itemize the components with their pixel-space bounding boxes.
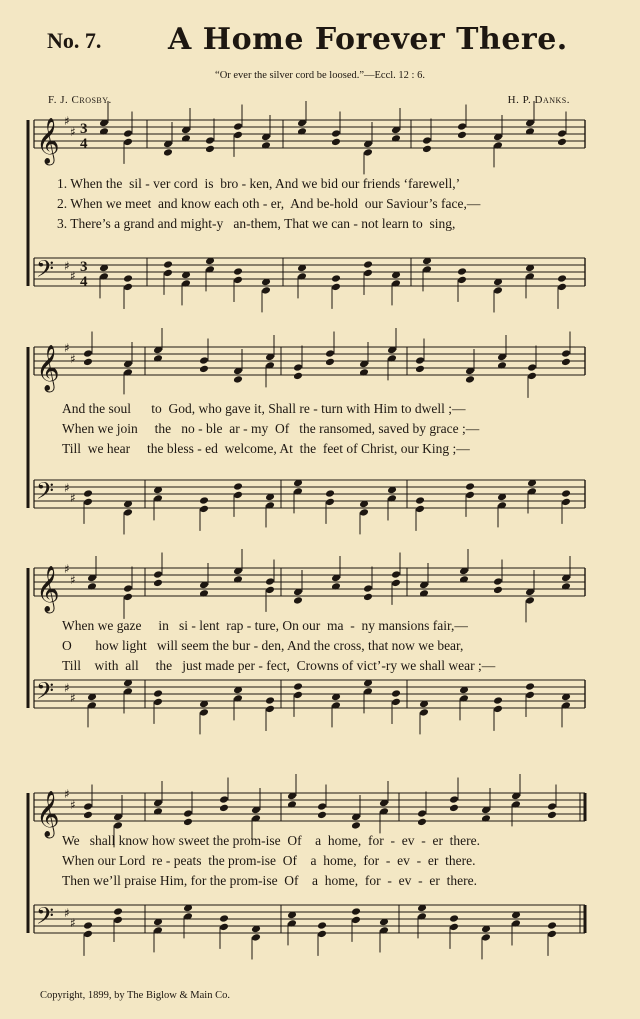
note-head (525, 596, 535, 605)
note-head (153, 689, 163, 698)
note-head (391, 579, 401, 588)
note-head (83, 930, 93, 939)
note-head (233, 276, 243, 285)
note-head (199, 496, 209, 505)
note-head (265, 577, 275, 586)
note-head (561, 498, 571, 507)
lyric-line: Till with all the just made per - fect, Crowns of vict’-ry we shall wear ;— (62, 658, 496, 673)
sharp-icon: ♯ (64, 481, 70, 495)
note-head (199, 365, 209, 374)
sharp-icon: ♯ (64, 681, 70, 695)
sharp-icon: ♯ (70, 269, 76, 283)
note-head (331, 138, 341, 147)
note-head (465, 491, 475, 500)
note-head (219, 804, 229, 813)
note-head (449, 795, 459, 804)
note-head (219, 923, 229, 932)
note-head (293, 372, 303, 381)
note-head (113, 907, 123, 916)
note-head (183, 818, 193, 827)
bass-clef-icon: 𝄢 (36, 255, 55, 288)
note-head (493, 705, 503, 714)
note-head (265, 696, 275, 705)
note-head (457, 131, 467, 140)
note-head (183, 809, 193, 818)
epigraph: “Or ever the silver cord be loosed.”—Eccl. 12 : 6. (215, 70, 425, 81)
copyright-notice: Copyright, 1899, by The Biglow & Main Co. (40, 990, 230, 1001)
note-head (233, 131, 243, 140)
note-head (163, 148, 173, 157)
note-head (83, 811, 93, 820)
note-head (123, 138, 133, 147)
note-head (205, 136, 215, 145)
note-head (199, 708, 209, 717)
note-head (351, 907, 361, 916)
note-head (527, 363, 537, 372)
note-head (557, 283, 567, 292)
note-head (419, 708, 429, 717)
note-head (331, 283, 341, 292)
sharp-icon: ♯ (70, 352, 76, 366)
sharp-icon: ♯ (70, 491, 76, 505)
note-head (561, 349, 571, 358)
note-head (233, 375, 243, 384)
note-head (493, 286, 503, 295)
lyric-line: 2. When we meet and know each oth - er, And be-hold our Saviour’s face,— (57, 196, 481, 211)
note-head (163, 269, 173, 278)
note-head (233, 122, 243, 131)
time-signature: 3 (80, 259, 88, 275)
note-head (293, 682, 303, 691)
sharp-icon: ♯ (70, 691, 76, 705)
note-head (331, 129, 341, 138)
note-head (363, 260, 373, 269)
lyric-line: When our Lord re - peats the prom-ise Of a home, for - ev - er there. (62, 853, 476, 868)
note-head (317, 930, 327, 939)
note-head (457, 267, 467, 276)
note-head (561, 358, 571, 367)
note-head (351, 821, 361, 830)
lyric-line: 3. There’s a grand and might-y an-them, That we can - not learn to sing, (57, 216, 456, 231)
note-head (547, 811, 557, 820)
note-head (363, 269, 373, 278)
note-head (547, 921, 557, 930)
note-head (481, 933, 491, 942)
note-head (525, 682, 535, 691)
sharp-icon: ♯ (70, 798, 76, 812)
note-head (123, 584, 133, 593)
lyric-line: Then we’ll praise Him, for the prom-ise Of a home, for - ev - er there. (62, 873, 477, 888)
note-head (293, 691, 303, 700)
sharp-icon: ♯ (64, 341, 70, 355)
note-head (83, 358, 93, 367)
note-head (363, 148, 373, 157)
note-head (417, 809, 427, 818)
note-head (465, 482, 475, 491)
note-head (123, 283, 133, 292)
note-head (261, 286, 271, 295)
note-head (83, 921, 93, 930)
note-head (153, 698, 163, 707)
note-head (449, 804, 459, 813)
note-head (123, 508, 133, 517)
note-head (153, 579, 163, 588)
note-head (391, 689, 401, 698)
note-head (83, 489, 93, 498)
note-head (449, 923, 459, 932)
note-head (233, 482, 243, 491)
note-head (351, 916, 361, 925)
sharp-icon: ♯ (70, 573, 76, 587)
treble-clef-icon: 𝄞 (36, 566, 60, 612)
note-head (557, 129, 567, 138)
note-head (465, 375, 475, 384)
note-head (547, 930, 557, 939)
author-credit: F. J. Crosby. (48, 94, 112, 106)
sharp-icon: ♯ (70, 916, 76, 930)
note-head (205, 145, 215, 154)
note-head (422, 145, 432, 154)
note-head (325, 489, 335, 498)
note-head (557, 274, 567, 283)
note-head (415, 496, 425, 505)
bass-clef-icon: 𝄢 (36, 477, 55, 510)
treble-clef-icon: 𝄞 (36, 791, 60, 837)
note-head (493, 696, 503, 705)
bass-clef-icon: 𝄢 (36, 677, 55, 710)
note-head (561, 489, 571, 498)
note-head (293, 596, 303, 605)
note-head (547, 802, 557, 811)
note-head (293, 363, 303, 372)
sharp-icon: ♯ (64, 562, 70, 576)
note-head (325, 498, 335, 507)
note-head (391, 570, 401, 579)
note-head (199, 356, 209, 365)
note-head (449, 914, 459, 923)
lyric-line: And the soul to God, who gave it, Shall re - turn with Him to dwell ;— (62, 401, 466, 416)
note-head (113, 916, 123, 925)
note-head (325, 358, 335, 367)
note-head (457, 276, 467, 285)
lyric-line: When we join the no - ble ar - my Of the ransomed, saved by grace ;— (62, 421, 480, 436)
time-signature: 4 (80, 274, 88, 290)
sharp-icon: ♯ (64, 114, 70, 128)
note-head (153, 570, 163, 579)
note-head (557, 138, 567, 147)
lyric-line: We shall know how sweet the prom-ise Of a home, for - ev - er there. (62, 833, 481, 848)
note-head (83, 498, 93, 507)
note-head (265, 586, 275, 595)
note-head (363, 593, 373, 602)
note-head (391, 698, 401, 707)
note-head (83, 802, 93, 811)
note-head (317, 802, 327, 811)
note-head (325, 349, 335, 358)
note-head (265, 705, 275, 714)
note-head (493, 586, 503, 595)
sharp-icon: ♯ (64, 787, 70, 801)
note-head (331, 274, 341, 283)
note-head (251, 933, 261, 942)
note-head (233, 491, 243, 500)
note-head (415, 365, 425, 374)
time-signature: 4 (80, 136, 88, 152)
note-head (123, 274, 133, 283)
note-head (163, 260, 173, 269)
note-head (233, 267, 243, 276)
note-head (123, 129, 133, 138)
note-head (219, 795, 229, 804)
note-head (317, 921, 327, 930)
note-head (415, 505, 425, 514)
note-head (123, 593, 133, 602)
note-head (457, 122, 467, 131)
treble-clef-icon: 𝄞 (36, 118, 60, 164)
lyric-line: O how light will seem the bur - den, And the cross, that now we bear, (62, 638, 464, 653)
note-head (493, 577, 503, 586)
lyric-line: 1. When the sil - ver cord is bro - ken, And we bid our friends ‘farewell,’ (57, 176, 461, 191)
sharp-icon: ♯ (70, 125, 76, 139)
note-head (525, 691, 535, 700)
note-head (415, 356, 425, 365)
time-signature: 3 (80, 121, 88, 137)
hymn-title: A Home Forever There. (168, 22, 568, 57)
bass-clef-icon: 𝄢 (36, 902, 55, 935)
note-head (219, 914, 229, 923)
note-head (317, 811, 327, 820)
note-head (363, 584, 373, 593)
lyric-line: Till we hear the bless - ed welcome, At the feet of Christ, our King ;— (62, 441, 470, 456)
note-head (527, 372, 537, 381)
note-head (199, 505, 209, 514)
sharp-icon: ♯ (64, 906, 70, 920)
treble-clef-icon: 𝄞 (36, 345, 60, 391)
note-head (422, 136, 432, 145)
composer-credit: H. P. Danks. (507, 94, 570, 106)
hymn-number: No. 7. (47, 28, 102, 53)
note-head (83, 349, 93, 358)
note-head (113, 821, 123, 830)
sharp-icon: ♯ (64, 259, 70, 273)
note-head (417, 818, 427, 827)
note-head (359, 508, 369, 517)
lyric-line: When we gaze in si - lent rap - ture, On our ma - ny mansions fair,— (62, 618, 468, 633)
